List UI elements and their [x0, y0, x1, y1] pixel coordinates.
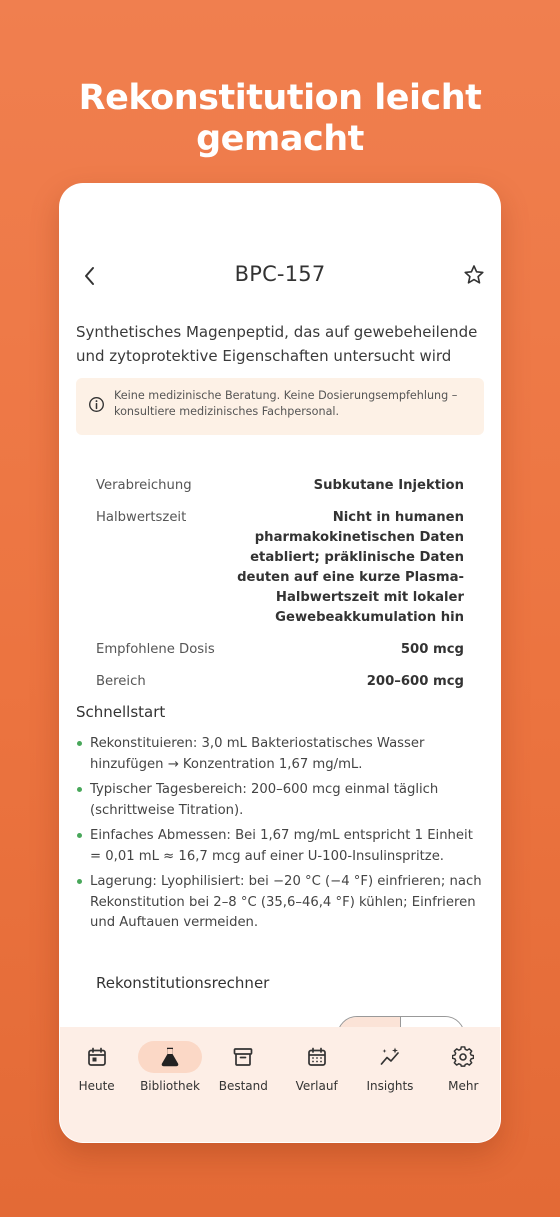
nav-item-bibliothek[interactable]	[135, 1041, 205, 1142]
list-item: Typischer Tagesbereich: 200–600 mcg einmal täglich (schrittweise Titration).	[76, 780, 486, 821]
nav-label: Insights	[366, 1079, 414, 1093]
detail-row-verabreichung	[96, 476, 464, 496]
flask-icon	[159, 1046, 181, 1068]
detail-row-dosis	[96, 640, 464, 660]
nav-item-insights[interactable]	[355, 1041, 425, 1142]
favorite-button[interactable]	[462, 263, 486, 287]
detail-value: 500 mcg	[400, 642, 464, 657]
detail-label: Bereich	[96, 674, 146, 689]
calendar-grid-icon	[306, 1046, 328, 1068]
nav-label: Heute	[78, 1079, 115, 1093]
detail-value: 200–600 mcg	[366, 674, 464, 689]
nav-item-verlauf[interactable]	[282, 1041, 352, 1142]
detail-label: Verabreichung	[96, 478, 192, 493]
archive-box-icon	[232, 1046, 254, 1068]
hero-title: Rekonstitution leicht gemacht	[78, 78, 482, 159]
bottom-navigation	[60, 1027, 500, 1142]
calculator-title: Rekonstitutionsrechner	[96, 974, 270, 992]
nav-item-bestand[interactable]	[208, 1041, 278, 1142]
top-app-bar	[60, 254, 500, 296]
nav-label: Bestand	[218, 1079, 268, 1093]
gear-icon	[452, 1046, 474, 1068]
quickstart-list	[76, 734, 486, 939]
star-icon	[462, 263, 486, 287]
sparkle-chart-icon	[379, 1046, 401, 1068]
detail-row-bereich	[96, 672, 464, 692]
disclaimer-banner	[76, 378, 484, 435]
info-icon	[88, 396, 105, 413]
detail-label: Empfohlene Dosis	[96, 642, 215, 657]
nav-label: Bibliothek	[140, 1079, 200, 1093]
peptide-description: Synthetisches Magenpeptid, das auf gewebeheilende und zytoprotektive Eigenschaften untersucht wird	[76, 323, 478, 365]
quickstart-title: Schnellstart	[76, 703, 166, 721]
nav-label: Mehr	[448, 1079, 479, 1093]
page-title: BPC-157	[234, 262, 326, 286]
phone-frame	[59, 183, 501, 1143]
disclaimer-text: Keine medizinische Beratung. Keine Dosierungsempfehlung – konsultiere medizinisches Fachpersonal.	[114, 389, 458, 418]
detail-table	[96, 476, 464, 704]
detail-value: Nicht in humanen pharmakokinetischen Daten etabliert; präklinische Daten deuten auf eine kurze Plasma-Halbwertszeit mit lokaler Gewebeakkumulation hin	[237, 510, 464, 625]
nav-item-mehr[interactable]	[428, 1041, 498, 1142]
calendar-today-icon	[86, 1046, 108, 1068]
list-item: Lagerung: Lyophilisiert: bei −20 °C (−4 °F) einfrieren; nach Rekonstitution bei 2–8 °C (35,6–46,4 °F) kühlen; Einfrieren und Auftauen vermeiden.	[76, 872, 486, 934]
list-item: Einfaches Abmessen: Bei 1,67 mg/mL entspricht 1 Einheit = 0,01 mL ≈ 16,7 mcg auf einer U-100-Insulinspritze.	[76, 826, 486, 867]
list-item: Rekonstituieren: 3,0 mL Bakteriostatisches Wasser hinzufügen → Konzentration 1,67 mg/mL.	[76, 734, 486, 775]
detail-row-halbwertszeit	[96, 508, 464, 628]
nav-label: Verlauf	[295, 1079, 338, 1093]
nav-item-heute[interactable]	[62, 1041, 132, 1142]
detail-value: Subkutane Injektion	[313, 478, 464, 493]
detail-label: Halbwertszeit	[96, 510, 187, 525]
